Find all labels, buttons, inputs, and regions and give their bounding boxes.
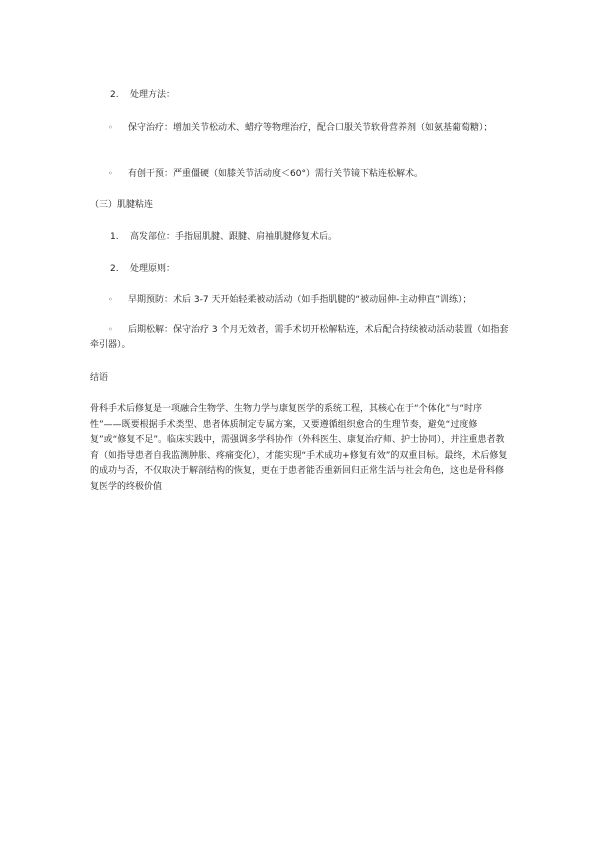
conclusion-paragraph: 骨科手术后修复是一项融合生物学、生物力学与康复医学的系统工程，其核心在于“个体化”与“时序性”——既要根据手术类型、患者体质制定专属方案，又要遵循组织愈合的生理节奏，避免“过度修复”或“修复不足”。临床实践中，需强调多学科协作（外科医生、康复治疗师、护士协同），并注重患者教育（如指导患者自我监测肿胀、疼痛变化），才能实现“手术成功+修复有效”的双重目标。最终，术后修复的成功与否，不仅取决于解剖结构的恢复，更在于患者能否重新回归正常生活与社会角色，这也是骨科修复医学的终极价值 xyxy=(90,404,508,492)
bullet-marker: ◦ xyxy=(108,169,113,178)
list-number: 2. xyxy=(110,90,119,100)
conclusion-heading: 结语 xyxy=(90,373,109,383)
bullet-item-conservative-treatment xyxy=(90,120,510,136)
list-number: 1. xyxy=(110,232,119,242)
section-heading-tendon-adhesion: （三）肌腱粘连 xyxy=(90,200,154,210)
bullet-item-invasive-intervention xyxy=(90,166,510,182)
numbered-item-treatment-method xyxy=(110,88,510,103)
bullet-item-early-prevention xyxy=(90,292,510,308)
list-item-text: 后期松解：保守治疗 3 个月无效者，需手术切开松解粘连，术后配合持续被动活动装置（如指套牵引器）。 xyxy=(90,325,509,350)
list-item-text: 处理方法： xyxy=(130,90,176,100)
list-item-text: 高发部位：手指屈肌腱、跟腱、肩袖肌腱修复术后。 xyxy=(130,232,338,242)
list-item-text: 保守治疗：增加关节松动术、蜡疗等物理治疗，配合口服关节软骨营养剂（如氨基葡萄糖）； xyxy=(128,123,493,133)
bullet-item-late-release xyxy=(90,322,510,353)
list-number: 2. xyxy=(110,264,119,274)
list-item-text: 处理原则： xyxy=(130,264,176,274)
list-item-text: 有创干预：严重僵硬（如膝关节活动度＜60°）需行关节镜下粘连松解术。 xyxy=(128,169,423,179)
numbered-item-high-incidence-site xyxy=(110,230,510,245)
bullet-marker: ◦ xyxy=(108,295,113,304)
bullet-marker: ◦ xyxy=(108,123,113,132)
numbered-item-treatment-principle xyxy=(110,262,510,277)
list-item-text: 早期预防：术后 3-7 天开始轻柔被动活动（如手指肌腱的“被动屈伸-主动伸直”训练）； xyxy=(128,295,472,305)
bullet-marker: ◦ xyxy=(108,325,113,334)
